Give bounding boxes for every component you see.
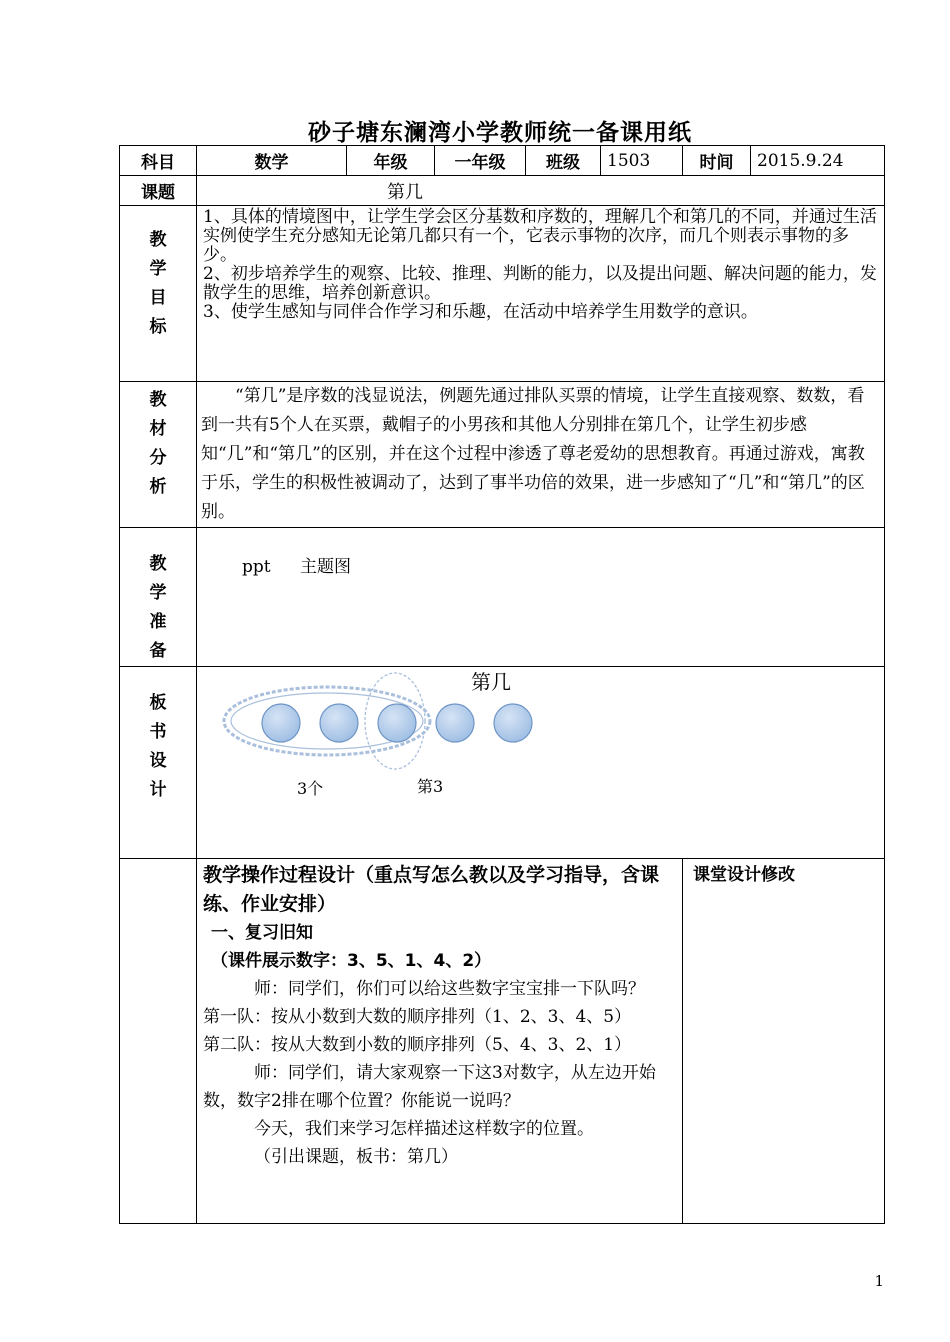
document-title: 砂子塘东澜湾小学教师统一备课用纸 — [308, 120, 692, 146]
board-balls — [262, 704, 532, 742]
process-row — [120, 859, 885, 1224]
goal-item: 1、具体的情境图中，让学生学会区分基数和序数的，理解几个和第几的不同，并通过生活实例使学生充分感知无论第几都只有一个，它表示事物的次序，而几个则表示事物的多少。 — [203, 207, 877, 265]
date-value: 2015.9.24 — [751, 146, 885, 176]
process-line: 第二队：按从大数到小数的顺序排列（5、4、3、2、1） — [203, 1035, 632, 1055]
board-design — [197, 667, 885, 859]
process-line: 师：同学们，请大家观察一下这3对数字，从左边开始数，数字2排在哪个位置？你能说一说吗？ — [203, 1063, 656, 1111]
prep-item: ppt — [242, 557, 271, 577]
analysis-label: 教 材 分 析 — [120, 382, 197, 528]
process-heading: 教学操作过程设计（重点写怎么教以及学习指导，含课练、作业安排） — [203, 864, 660, 915]
group-count-label: 3个 — [297, 779, 324, 798]
goals-content — [197, 206, 885, 382]
board-label: 板 书 设 计 — [120, 667, 197, 859]
board-circle — [494, 704, 532, 742]
analysis-content: “第几”是序数的浅显说法，例题先通过排队买票的情境，让学生直接观察、数数，看到一共有5个人在买票，戴帽子的小男孩和其他人分别排在第几个，让学生初步感知“几”和“第几”的区别，并在这个过程中渗透了尊老爱幼的思想教育。再通过游戏，寓教于乐，学生的积极性被调动了，达到了事半功倍的效果，进一步感知了“几”和“第几”的区别。 — [197, 382, 885, 528]
process-line: 今天，我们来学习怎样描述这样数字的位置。 — [254, 1119, 594, 1139]
subject-value: 数学 — [197, 146, 347, 176]
board-title: 第几 — [471, 670, 511, 694]
process-label-cell — [120, 859, 197, 1224]
goal-item: 3、使学生感知与同伴合作学习和乐趣，在活动中培养学生用数学的意识。 — [203, 302, 758, 322]
class-label: 班级 — [526, 146, 601, 176]
revise-heading: 课堂设计修改 — [693, 865, 795, 885]
page-number: 1 — [874, 1272, 884, 1290]
time-label: 时间 — [683, 146, 751, 176]
revise-column — [683, 859, 885, 1224]
grade-label: 年级 — [347, 146, 435, 176]
section-review: 一、复习旧知 — [211, 923, 313, 943]
analysis-row — [120, 382, 885, 528]
topic-label: 课题 — [120, 176, 197, 206]
class-value: 1503 — [601, 146, 683, 176]
courseware-note: （课件展示数字：3、5、1、4、2） — [211, 951, 492, 971]
prep-item: 主题图 — [300, 557, 352, 577]
prep-label: 教 学 准 备 — [120, 528, 197, 667]
header-row — [120, 146, 885, 176]
board-circle — [262, 704, 300, 742]
grade-value: 一年级 — [435, 146, 526, 176]
board-circle — [320, 704, 358, 742]
prep-content — [197, 528, 885, 667]
goal-item: 2、初步培养学生的观察、比较、推理、判断的能力，以及提出问题、解决问题的能力，发散学生的思维，培养创新意识。 — [203, 264, 877, 303]
ordinal-label: 第3 — [417, 777, 444, 796]
subject-label: 科目 — [120, 146, 197, 176]
board-circle — [436, 704, 474, 742]
process-line: 第一队：按从小数到大数的顺序排列（1、2、3、4、5） — [203, 1007, 632, 1027]
process-line: （引出课题，板书：第几） — [254, 1147, 458, 1167]
prep-row — [120, 528, 885, 667]
goals-row — [120, 206, 885, 382]
goals-label: 教 学 目 标 — [120, 206, 197, 382]
lesson-plan-table — [119, 145, 885, 1224]
board-row — [120, 667, 885, 859]
process-line: 师：同学们，你们可以给这些数字宝宝排一下队吗？ — [254, 979, 645, 999]
board-diagram — [197, 667, 884, 857]
process-content — [197, 859, 683, 1224]
topic-value: 第几 — [197, 176, 885, 206]
topic-row — [120, 176, 885, 206]
board-circle — [378, 704, 416, 742]
